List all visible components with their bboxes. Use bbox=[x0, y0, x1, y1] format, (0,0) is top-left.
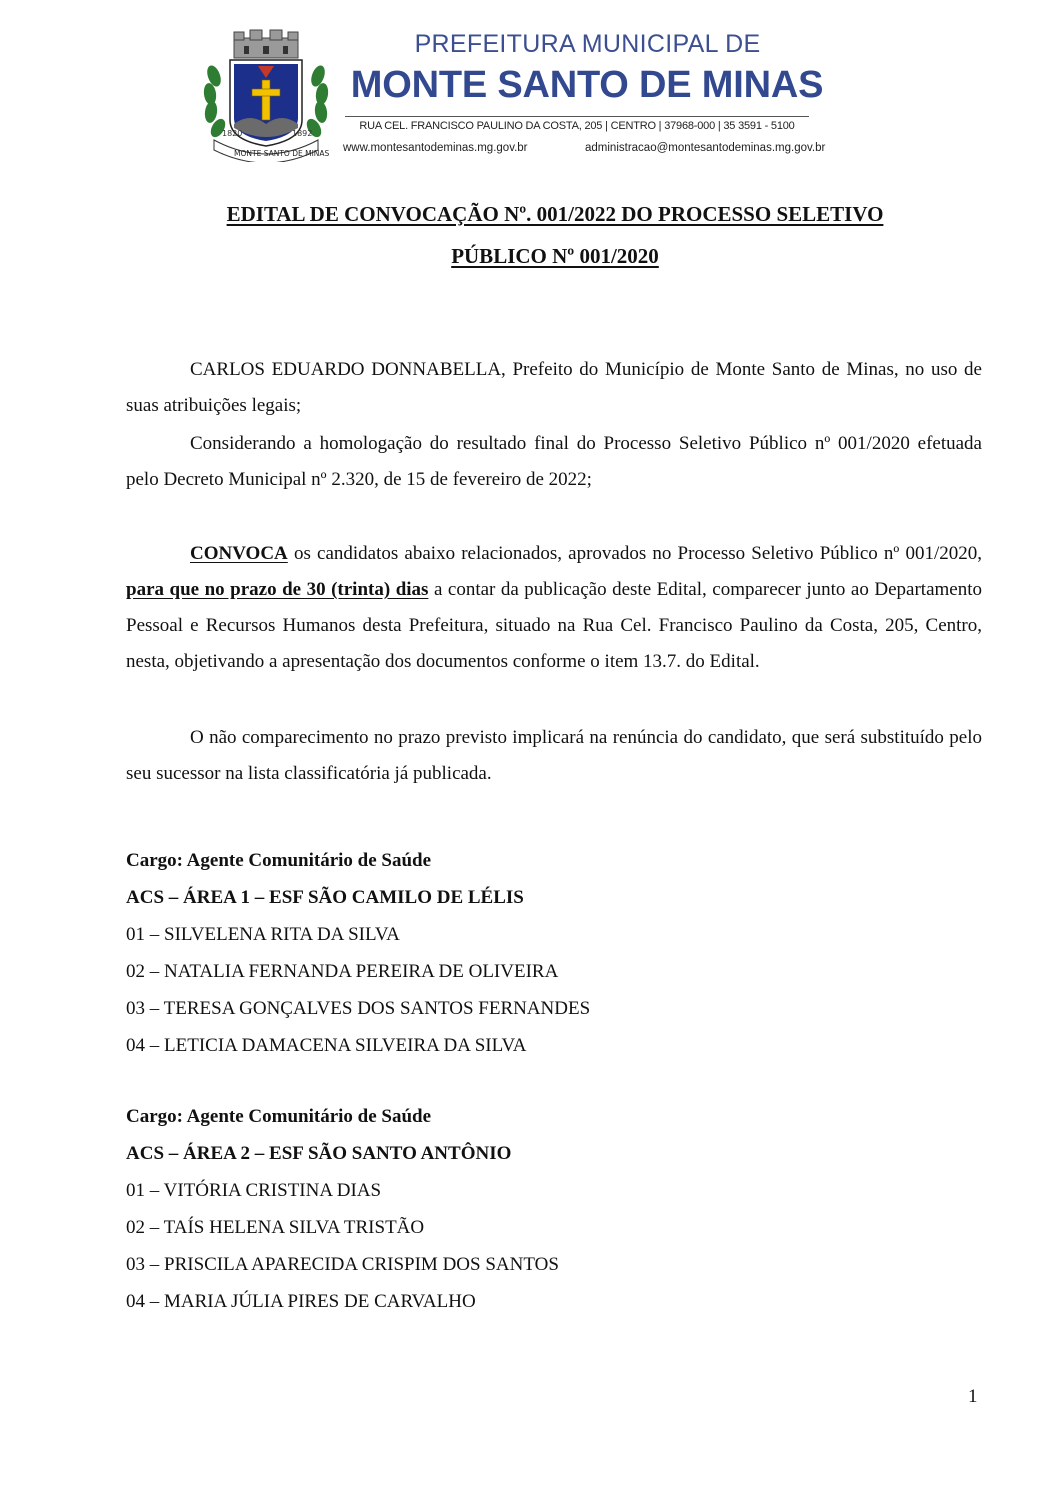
paragraph-convoca bbox=[126, 536, 982, 680]
mural-crown-icon bbox=[234, 30, 298, 58]
document-title-line1: EDITAL DE CONVOCAÇÃO Nº. 001/2022 DO PROCESSO SELETIVO bbox=[226, 202, 884, 226]
list-item: 04 – LETICIA DAMACENA SILVEIRA DA SILVA bbox=[126, 1035, 527, 1056]
cargo-label: Cargo: Agente Comunitário de Saúde bbox=[126, 850, 432, 871]
deadline-text: para que no prazo de 30 (trinta) dias bbox=[126, 579, 429, 600]
area-label: ACS – ÁREA 2 – ESF SÃO SANTO ANTÔNIO bbox=[126, 1143, 512, 1164]
list-item: 02 – NATALIA FERNANDA PEREIRA DE OLIVEIRA bbox=[126, 961, 559, 982]
crest-year-left: 1820 bbox=[222, 129, 243, 138]
header-line1: PREFEITURA MUNICIPAL DE bbox=[414, 30, 761, 58]
crest-ribbon-text: MONTE SANTO DE MINAS bbox=[234, 149, 330, 158]
header-email: administracao@montesantodeminas.mg.gov.br bbox=[585, 142, 826, 154]
page-number: 1 bbox=[968, 1386, 978, 1407]
municipal-crest bbox=[200, 28, 332, 162]
list-item: 02 – TAÍS HELENA SILVA TRISTÃO bbox=[126, 1217, 425, 1238]
list-item: 04 – MARIA JÚLIA PIRES DE CARVALHO bbox=[126, 1291, 476, 1312]
convoca-keyword: CONVOCA bbox=[190, 543, 288, 564]
crest-year-right: 1892 bbox=[292, 129, 313, 138]
header-divider bbox=[345, 116, 809, 117]
convoca-text-a: os candidatos abaixo relacionados, aprovados no Processo Seletivo Público nº 001/2020, bbox=[287, 543, 982, 564]
header-website: www.montesantodeminas.mg.gov.br bbox=[343, 142, 528, 154]
candidate-group-1 bbox=[126, 842, 982, 1064]
list-item: 01 – VITÓRIA CRISTINA DIAS bbox=[126, 1180, 382, 1201]
header-address: RUA CEL. FRANCISCO PAULINO DA COSTA, 205 | CENTRO | 37968-000 | 35 3591 - 5100 bbox=[359, 120, 795, 132]
header-municipality: MONTE SANTO DE MINAS bbox=[350, 64, 824, 106]
list-item: 01 – SILVELENA RITA DA SILVA bbox=[126, 924, 400, 945]
document-title-line2: PÚBLICO Nº 001/2020 bbox=[451, 244, 659, 268]
area-label: ACS – ÁREA 1 – ESF SÃO CAMILO DE LÉLIS bbox=[126, 887, 524, 908]
list-item: 03 – PRISCILA APARECIDA CRISPIM DOS SANTOS bbox=[126, 1254, 559, 1275]
list-item: 03 – TERESA GONÇALVES DOS SANTOS FERNANDES bbox=[126, 998, 591, 1019]
cargo-label: Cargo: Agente Comunitário de Saúde bbox=[126, 1106, 432, 1127]
paragraph-mayor: CARLOS EDUARDO DONNABELLA, Prefeito do Município de Monte Santo de Minas, no uso de suas atribuições legais; bbox=[126, 359, 982, 416]
paragraph-considering: Considerando a homologação do resultado final do Processo Seletivo Público nº 001/2020 efetuada pelo Decreto Municipal nº 2.320, de 15 de fevereiro de 2022; bbox=[126, 433, 982, 490]
candidate-group-2 bbox=[126, 1098, 982, 1320]
paragraph-non-attendance: O não comparecimento no prazo previsto implicará na renúncia do candidato, que será substituído pelo seu sucessor na lista classificatória já publicada. bbox=[126, 727, 982, 784]
convoca-text-b: a contar da publicação deste Edital, comparecer junto ao Departamento Pessoal e Recursos Humanos desta Prefeitura, situado na Rua Cel. Francisco Paulino da Costa, 205, Centro, nesta, objetivando a apresentação dos documentos conforme o item 13.7. do Edital. bbox=[126, 579, 982, 672]
